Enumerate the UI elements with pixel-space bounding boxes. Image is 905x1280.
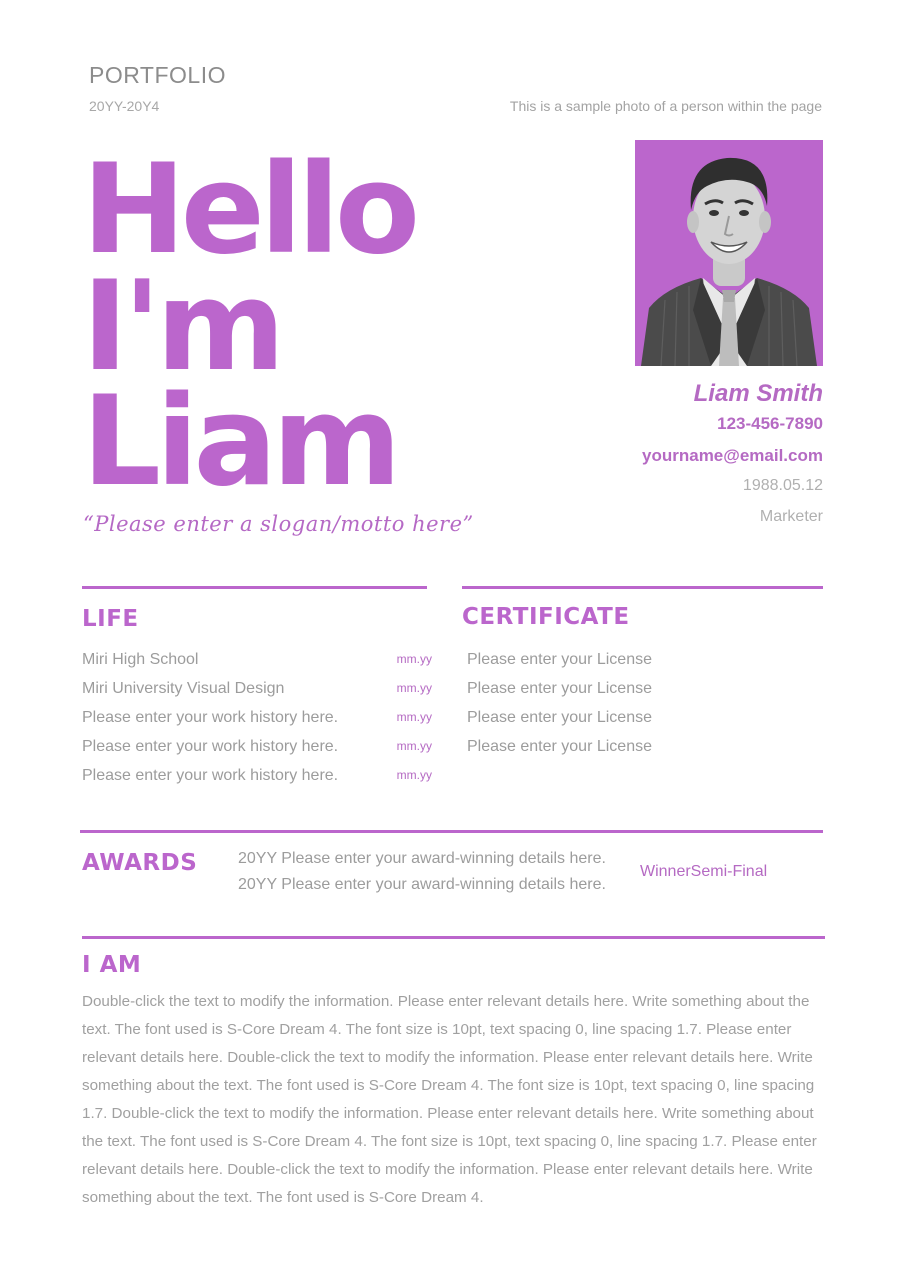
life-item-date: mm.yy xyxy=(396,739,432,753)
profile-name: Liam Smith xyxy=(693,380,823,407)
life-item-text: Miri High School xyxy=(82,651,199,668)
award-result: WinnerSemi-Final xyxy=(640,863,768,880)
life-title: LIFE xyxy=(82,606,139,632)
certificate-item: Please enter your License xyxy=(467,651,652,668)
certificate-item: Please enter your License xyxy=(467,738,652,755)
life-item xyxy=(82,703,432,732)
life-item xyxy=(82,645,432,674)
certificate-item: Please enter your License xyxy=(467,680,652,697)
slogan: “Please enter a slogan/motto here” xyxy=(83,512,474,536)
profile-occupation: Marketer xyxy=(759,508,823,525)
portfolio-years: 20YY-20Y4 xyxy=(89,98,160,114)
profile-phone: 123-456-7890 xyxy=(717,414,823,433)
about-divider xyxy=(82,936,825,939)
life-item-date: mm.yy xyxy=(396,768,432,782)
life-list xyxy=(82,645,432,790)
about-title: I AM xyxy=(82,952,142,978)
hero-line-im: I'm xyxy=(82,255,281,399)
awards-title: AWARDS xyxy=(82,850,198,876)
life-item-text: Please enter your work history here. xyxy=(82,738,339,755)
award-line: 20YY Please enter your award-winning details here. xyxy=(238,876,606,893)
certificate-item: Please enter your License xyxy=(467,709,652,726)
life-item xyxy=(82,732,432,761)
life-item xyxy=(82,674,432,703)
life-item-text: Please enter your work history here. xyxy=(82,709,339,726)
photo-note: This is a sample photo of a person within the page xyxy=(509,98,822,114)
life-item-text: Please enter your work history here. xyxy=(82,767,339,784)
life-item-date: mm.yy xyxy=(396,710,432,724)
hero-line-name: Liam xyxy=(82,370,397,514)
awards-details xyxy=(238,846,606,898)
life-divider xyxy=(82,586,427,589)
portfolio-label: PORTFOLIO xyxy=(89,62,226,88)
award-line: 20YY Please enter your award-winning details here. xyxy=(238,850,606,867)
life-item-text: Miri University Visual Design xyxy=(82,680,285,697)
life-item-date: mm.yy xyxy=(396,681,432,695)
certificate-list xyxy=(467,645,822,761)
life-item-date: mm.yy xyxy=(396,652,432,666)
person-photo-icon xyxy=(635,140,823,366)
life-item xyxy=(82,761,432,790)
hero-line-hello: Hello xyxy=(82,138,416,282)
certificate-divider xyxy=(462,586,823,589)
about-text: Double-click the text to modify the information. Please enter relevant details here. Write something about the text. The font used is S-Core Dream 4. The font size is 10pt, text spacing 0, line spacing 1.7. Please enter relevant details here. Double-click the text to modify the information. Please enter relevant details here. Write something about the text. The font used is S-Core Dream 4. The font size is 10pt, text spacing 0, line spacing 1.7. Double-click the text to modify the information. Please enter relevant details here. Write something about the text. The font used is S-Core Dream 4. The font size is 10pt, text spacing 0, line spacing 1.7. Please enter relevant details here. Double-click the text to modify the information. Please enter relevant details here. Write something about the text. The font used is S-Core Dream 4. xyxy=(82,993,817,1206)
profile-photo xyxy=(635,140,823,366)
profile-birthdate: 1988.05.12 xyxy=(742,477,823,494)
profile-email: yourname@email.com xyxy=(642,446,823,465)
awards-divider xyxy=(80,830,823,833)
certificate-title: CERTIFICATE xyxy=(462,604,630,630)
